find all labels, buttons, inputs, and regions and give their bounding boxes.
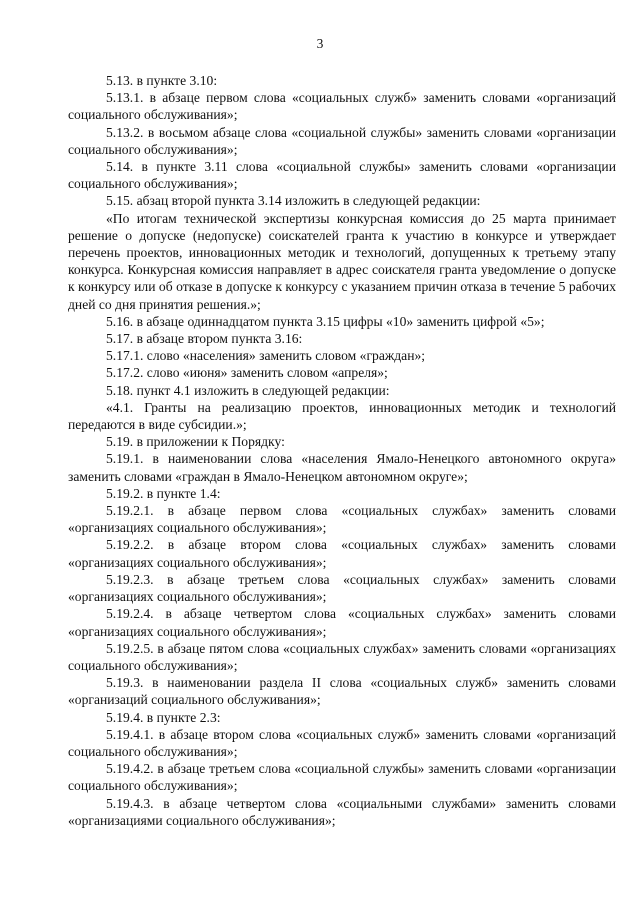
paragraph-5-13: 5.13. в пункте 3.10: [106,73,218,88]
paragraph-5-17-1: 5.17.1. слово «населения» заменить словом «граждан»; [106,348,426,364]
document-body [68,72,616,829]
paragraph-5-19-2-5: 5.19.2.5. в абзаце пятом слова «социальных службах» заменить словами «организациях социального обслуживания»; [68,640,616,673]
paragraph-5-13-2: 5.13.2. в восьмом абзаце слова «социальной службы» заменить словами «организации социального обслуживания»; [68,124,616,157]
paragraph-5-15: 5.15. абзац второй пункта 3.14 изложить в следующей редакции: [106,193,481,209]
paragraph-5-15-quote: «По итогам технической экспертизы конкурсная комиссия до 25 марта принимает решение о допуске (недопуске) соискателей гранта к участию в конкурсе и утверждает перечень проектов, инновационных методик и технологий, допущенных к третьему этапу конкурса. Конкурсная комиссия направляет в адрес соискателя гранта уведомление о допуске к конкурсу или об отказе в допуске к конкурсу с указанием причин отказа в течение 5 рабочих дней со дня принятия решения.»; [68,210,616,312]
paragraph-5-19-2: 5.19.2. в пункте 1.4: [106,485,221,501]
paragraph-5-19-2-2: 5.19.2.2. в абзаце втором слова «социальных службах» заменить словами «организациях социального обслуживания»; [68,537,616,570]
paragraph-5-19: 5.19. в приложении к Порядку: [106,434,285,450]
paragraph-5-16: 5.16. в абзаце одиннадцатом пункта 3.15 цифры «10» заменить цифрой «5»; [106,313,545,329]
paragraph-5-19-4-3: 5.19.4.3. в абзаце четвертом слова «социальными службами» заменить словами «организациями социального обслуживания»; [68,795,616,828]
paragraph-5-19-4-1: 5.19.4.1. в абзаце втором слова «социальных служб» заменить словами «организаций социального обслуживания»; [68,726,616,759]
paragraph-5-19-3: 5.19.3. в наименовании раздела II слова «социальных служб» заменить словами «организаций социального обслуживания»; [68,675,616,708]
paragraph-5-18: 5.18. пункт 4.1 изложить в следующей редакции: [106,382,390,398]
paragraph-5-17: 5.17. в абзаце втором пункта 3.16: [106,331,303,347]
paragraph-5-14: 5.14. в пункте 3.11 слова «социальной службы» заменить словами «организации социального обслуживания»; [68,159,616,192]
paragraph-5-19-1: 5.19.1. в наименовании слова «населения Ямало-Ненецкого автономного округа» заменить словами «граждан в Ямало-Ненецком автономном округе»; [68,451,616,484]
paragraph-5-13-1: 5.13.1. в абзаце первом слова «социальных служб» заменить словами «организаций социального обслуживания»; [68,90,616,123]
paragraph-5-19-4: 5.19.4. в пункте 2.3: [106,709,221,725]
paragraph-5-19-2-1: 5.19.2.1. в абзаце первом слова «социальных службах» заменить словами «организациях социального обслуживания»; [68,503,616,536]
paragraph-5-17-2: 5.17.2. слово «июня» заменить словом «апреля»; [106,365,388,381]
paragraph-5-18-quote: «4.1. Гранты на реализацию проектов, инновационных методик и технологий передаются в виде субсидии.»; [68,399,616,433]
page-number: 3 [316,36,324,51]
paragraph-5-19-2-3: 5.19.2.3. в абзаце третьем слова «социальных службах» заменить словами «организациях социального обслуживания»; [68,571,616,605]
paragraph-5-19-4-2: 5.19.4.2. в абзаце третьем слова «социальной службы» заменить словами «организации социального обслуживания»; [68,761,616,794]
paragraph-5-19-2-4: 5.19.2.4. в абзаце четвертом слова «социальных службах» заменить словами «организациях социального обслуживания»; [68,606,616,639]
